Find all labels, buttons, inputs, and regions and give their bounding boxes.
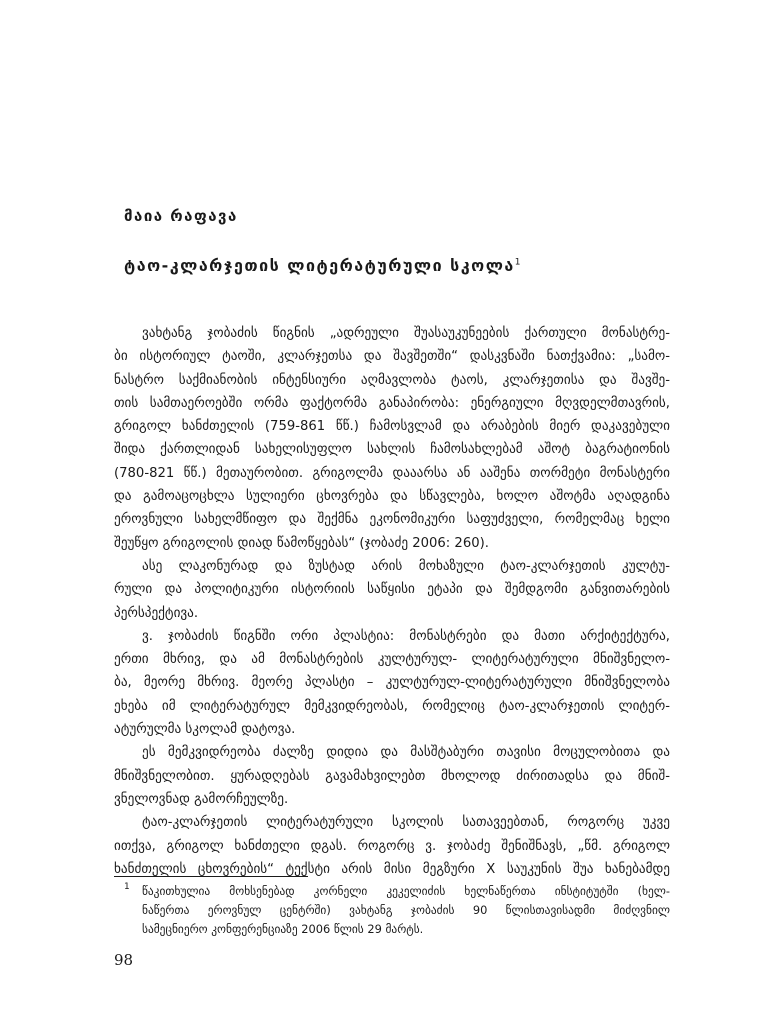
body-line: ეხება იმ ლიტერატურულ მემკვიდრეობას, რომელიც ტაო-კლარჯეთის ლიტერ- [114,698,670,714]
body-line: ეროვნული სახელმწიფო და შექმნა ეკონომიკური საფუძველი, რომელმაც ხელი [114,512,670,528]
body-line: ვახტანგ ჯობაძის წიგნის „ადრეული შუასაუკუნეების ქართული მონასტრე- [142,326,670,341]
body-line: ტაო-კლარჯეთის ლიტერატურული სკოლის სათავეებთან, როგორც უკვე [142,815,670,831]
body-line: ითქვა, გრიგოლ ხანძთელი დგას. როგორც ვ. ჯობაძე შენიშნავს, „წმ. გრიგოლ [114,838,670,854]
body-line: შიდა ქართლიდან სახელისუფლო სახლის ჩამოსახლებამ აშოტ ბაგრატიონის [114,442,670,458]
article-title [124,256,520,275]
body-line: ნასტრო საქმიანობის ინტენსიური აღმავლობა ტაოს, კლარჯეთისა და შავშე- [114,372,670,388]
body-line: შეუწყო გრიგოლის დიად წამოწყებას“ (ჯობაძე 2006: 260). [114,535,489,551]
body-line: ასე ლაკონურად და ზუსტად არის მოხაზული ტაო-კლარჯეთის კულტუ- [142,558,670,574]
footnote-text [142,882,670,939]
body-text [114,322,670,881]
body-line: ბი ისტორიულ ტაოში, კლარჯეთსა და შავშეთში“ დასკვნაში ნათქვამია: „სამო- [114,349,670,365]
body-line: თის სამთაეროებში ორმა ფაქტორმა განაპირობა: ენერგიული მღვდელმთავრის, [114,395,670,411]
footnote-line: სამეცნიერო კონფერენციაზე 2006 წლის 29 მარტს. [142,922,424,936]
body-line: პერსპექტივა. [114,605,199,621]
title-footnote-mark: 1 [514,257,521,268]
body-line: და გამოაცოცხლა სულიერი ცხოვრება და სწავლება, ხოლო აშოტმა აღადგინა [114,489,670,505]
body-line: ხანძთელის ცხოვრების“ ტექსტი არის მისი მეგზური X საუკუნის შუა ხანებამდე [114,861,670,877]
author-name: მაია რაფავა [124,207,238,225]
body-line: (780-821 წწ.) მეთაურობით. გრიგოლმა დააარსა ან ააშენა თორმეტი მონასტერი [114,465,670,481]
footnote-line: ნაწერთა ეროვნულ ცენტრში) ვახტანგ ჯობაძის 90 წლისთავისადმი მიძღვნილ [142,903,670,917]
body-line: ერთი მხრივ, და ამ მონასტრების კულტურულ- ლიტერატურული მნიშვნელო- [114,652,670,668]
body-line: ვნელოვნად გამორჩეულზე. [114,791,289,807]
page-number: 98 [114,951,134,969]
body-line: ვ. ჯობაძის წიგნში ორი პლასტია: მონასტრები და მათი არქიტექტურა, [142,628,670,644]
body-line: გრიგოლ ხანძთელის (759-861 წწ.) ჩამოსვლამ და არაბების მიერ დაკავებული [114,419,670,435]
body-line: ატურულმა სკოლამ დატოვა. [114,722,296,738]
body-line: ბა, მეორე მხრივ. მეორე პლასტი – კულტურულ-ლიტერატურული მნიშვნელობა [114,675,670,691]
body-line: ეს მემკვიდრეობა ძალზე დიდია და მასშტაბური თავისი მოცულობითა და [142,745,670,761]
body-line: მნიშვნელობით. ყურადღებას გავამახვილებთ მხოლოდ ძირითადსა და მნიშ- [114,768,670,784]
article-title-text: ტაო-კლარჯეთის ლიტერატურული სკოლა [124,256,515,275]
footnote-marker: 1 [124,882,130,892]
body-line: რული და პოლიტიკური ისტორიის საწყისი ეტაპი და შემდგომი განვითარების [114,582,670,598]
footnote-line: წაკითხულია მოხსენებად კორნელი კეკელიძის ხელნაწერთა ინსტიტუტში (ხელ- [142,884,670,898]
footnote-divider [114,876,308,877]
